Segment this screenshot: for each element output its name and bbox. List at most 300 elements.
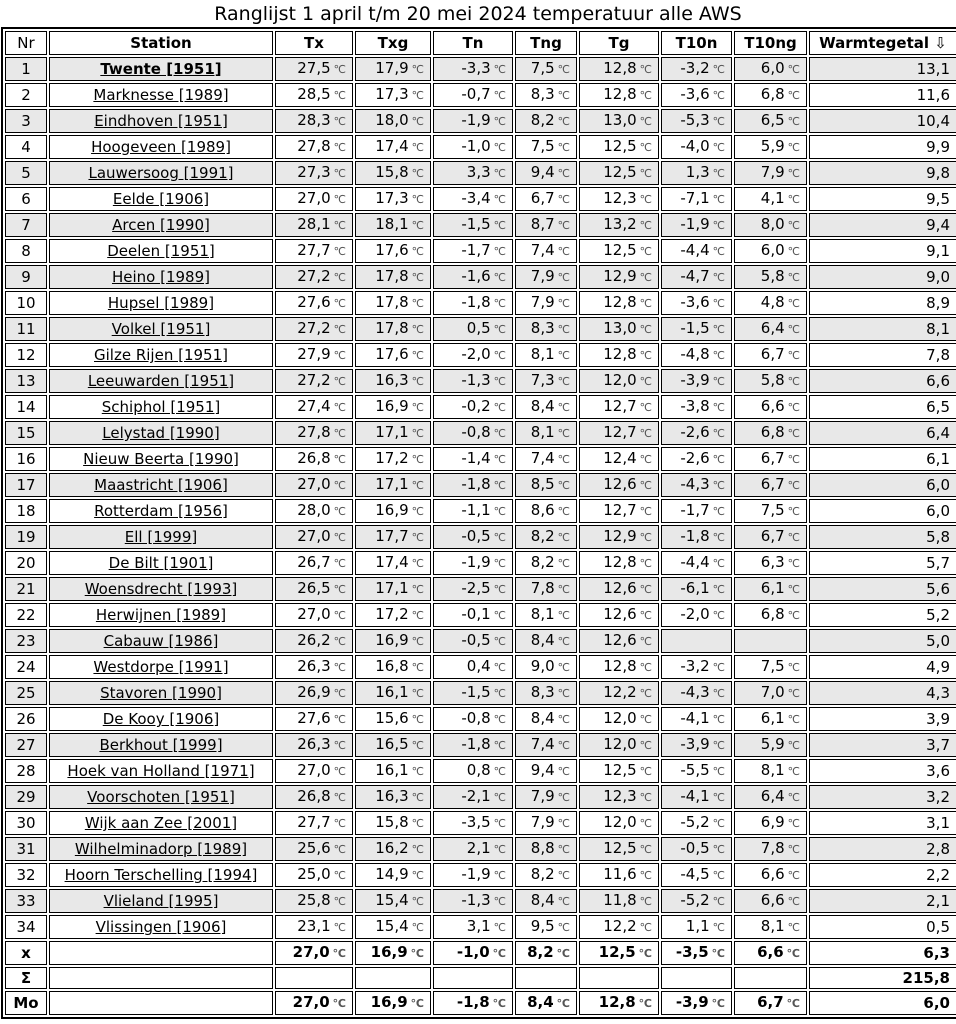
unit-label: ℃ — [557, 427, 570, 440]
unit-label: ℃ — [333, 531, 346, 544]
column-header-tx[interactable]: Tx — [275, 31, 353, 55]
temp-cell-t10n — [661, 785, 732, 809]
unit-label: ℃ — [333, 661, 346, 674]
column-header-t10ng[interactable]: T10ng — [734, 31, 807, 55]
rank-cell: 3 — [5, 109, 47, 133]
rank-cell: 29 — [5, 785, 47, 809]
temp-cell-tg — [579, 187, 659, 211]
temp-cell-tn — [433, 57, 513, 81]
table-row — [5, 811, 956, 835]
temp-value: 8,3 — [530, 319, 555, 337]
station-cell — [49, 863, 273, 887]
unit-label: ℃ — [333, 817, 346, 830]
temp-value: -1,8 — [461, 293, 491, 311]
temp-cell-tng — [515, 837, 577, 861]
temp-cell-t10ng — [734, 447, 807, 471]
temp-value: 6,6 — [760, 397, 785, 415]
temp-cell-tx — [275, 577, 353, 601]
temp-cell-t10n — [661, 395, 732, 419]
column-header-station[interactable]: Station — [49, 31, 273, 55]
warmtegetal-cell: 0,5 — [809, 915, 956, 939]
temp-value: 6,6 — [760, 891, 785, 909]
temp-value: -3,6 — [680, 85, 710, 103]
unit-label: ℃ — [712, 531, 725, 544]
unit-label: ℃ — [639, 791, 652, 804]
temp-value: -0,5 — [461, 527, 491, 545]
unit-label: ℃ — [493, 89, 506, 102]
unit-label: ℃ — [557, 609, 570, 622]
unit-label: ℃ — [787, 843, 800, 856]
unit-label: ℃ — [411, 557, 424, 570]
temp-value: 16,3 — [375, 787, 409, 805]
temp-value: 12,8 — [603, 345, 637, 363]
station-link[interactable]: Hoek van Holland [1971] — [67, 762, 255, 780]
unit-label: ℃ — [411, 219, 424, 232]
temp-cell-txg — [355, 629, 431, 653]
temp-cell-tx — [275, 629, 353, 653]
temp-value: 27,0 — [297, 527, 331, 545]
station-cell — [49, 577, 273, 601]
temp-cell-tg — [579, 265, 659, 289]
temp-value: -4,1 — [680, 709, 710, 727]
column-header-t10n[interactable]: T10n — [661, 31, 732, 55]
unit-label: ℃ — [493, 687, 506, 700]
temp-cell-tn — [433, 473, 513, 497]
temp-cell-tg — [579, 785, 659, 809]
station-link[interactable]: Twente [1951] — [100, 60, 222, 78]
temp-value: -3,4 — [461, 189, 491, 207]
station-cell — [49, 109, 273, 133]
unit-label: ℃ — [639, 323, 652, 336]
station-link[interactable]: De Bilt [1901] — [108, 554, 214, 572]
warmtegetal-cell: 2,8 — [809, 837, 956, 861]
temp-value: 27,0 — [297, 761, 331, 779]
temp-value: 0,5 — [466, 319, 491, 337]
station-cell — [49, 395, 273, 419]
table-row — [5, 733, 956, 757]
temp-value: 16,1 — [375, 683, 409, 701]
temp-cell-tg — [579, 629, 659, 653]
temp-cell-tn — [433, 343, 513, 367]
station-link[interactable]: Gilze Rijen [1951] — [94, 346, 228, 364]
summary-warmtegetal-cell: 6,0 — [809, 991, 956, 1015]
station-link[interactable]: Lelystad [1990] — [102, 424, 220, 442]
unit-label: ℃ — [712, 219, 725, 232]
temp-value: 12,5 — [603, 761, 637, 779]
temp-value: 12,8 — [603, 59, 637, 77]
summary-warmtegetal-cell: 215,8 — [809, 967, 956, 989]
temp-cell-tn — [433, 811, 513, 835]
temp-cell-tn — [433, 135, 513, 159]
unit-label: ℃ — [411, 193, 424, 206]
unit-label: ℃ — [333, 895, 346, 908]
warmtegetal-cell: 9,5 — [809, 187, 956, 211]
temp-value: -1,6 — [461, 267, 491, 285]
unit-label: ℃ — [411, 453, 424, 466]
unit-label: ℃ — [411, 739, 424, 752]
unit-label: ℃ — [557, 635, 570, 648]
temp-cell-txg — [355, 239, 431, 263]
temp-value: 28,5 — [297, 85, 331, 103]
temp-value: 17,2 — [375, 605, 409, 623]
temp-cell-tx — [275, 991, 353, 1015]
temp-cell-tx — [275, 863, 353, 887]
unit-label: ℃ — [712, 115, 725, 128]
temp-value: 15,8 — [375, 813, 409, 831]
temp-value: 8,2 — [530, 553, 555, 571]
unit-label: ℃ — [712, 89, 725, 102]
temp-cell-tng — [515, 499, 577, 523]
temp-value: 25,8 — [297, 891, 331, 909]
warmtegetal-cell: 5,2 — [809, 603, 956, 627]
temp-value: 12,9 — [603, 527, 637, 545]
temp-value: 16,9 — [375, 501, 409, 519]
rank-cell: 7 — [5, 213, 47, 237]
temp-value: 6,8 — [760, 605, 785, 623]
unit-label: ℃ — [410, 947, 424, 960]
temp-value: 2,1 — [466, 839, 491, 857]
station-link[interactable]: Westdorpe [1991] — [93, 658, 229, 676]
temp-value: 26,7 — [297, 553, 331, 571]
temp-cell-tng — [515, 239, 577, 263]
temp-value: 26,8 — [297, 787, 331, 805]
temp-cell-t10n — [661, 551, 732, 575]
unit-label: ℃ — [493, 817, 506, 830]
station-cell — [49, 135, 273, 159]
temp-value: -5,2 — [680, 813, 710, 831]
unit-label: ℃ — [411, 791, 424, 804]
temp-value: -2,6 — [680, 423, 710, 441]
station-link[interactable]: Lauwersoog [1991] — [88, 164, 234, 182]
station-link[interactable]: Nieuw Beerta [1990] — [83, 450, 239, 468]
station-link[interactable]: De Kooy [1906] — [102, 710, 220, 728]
temp-cell-tng — [515, 161, 577, 185]
temp-cell-tx — [275, 109, 353, 133]
unit-label: ℃ — [787, 115, 800, 128]
temp-value: 12,8 — [603, 85, 637, 103]
unit-label: ℃ — [639, 739, 652, 752]
rank-cell: 5 — [5, 161, 47, 185]
unit-label: ℃ — [557, 791, 570, 804]
temp-cell-t10n — [661, 525, 732, 549]
temp-value: -3,8 — [680, 397, 710, 415]
unit-label: ℃ — [493, 193, 506, 206]
temp-value: 15,6 — [375, 709, 409, 727]
unit-label: ℃ — [639, 219, 652, 232]
temp-value: 26,8 — [297, 449, 331, 467]
unit-label: ℃ — [333, 89, 346, 102]
temp-value: 7,9 — [530, 293, 555, 311]
temp-value: -4,3 — [680, 475, 710, 493]
station-link[interactable]: Volkel [1951] — [111, 320, 211, 338]
temp-value: -1,4 — [461, 449, 491, 467]
temp-value: 17,6 — [375, 241, 409, 259]
unit-label: ℃ — [712, 323, 725, 336]
station-link[interactable]: Vlissingen [1906] — [95, 918, 227, 936]
unit-label: ℃ — [712, 713, 725, 726]
station-link[interactable]: Wijk aan Zee [2001] — [84, 814, 238, 832]
temp-cell-t10n — [661, 135, 732, 159]
station-link[interactable]: Deelen [1951] — [107, 242, 215, 260]
temp-cell-t10ng — [734, 395, 807, 419]
unit-label: ℃ — [333, 557, 346, 570]
table-row — [5, 759, 956, 783]
unit-label: ℃ — [639, 245, 652, 258]
station-link[interactable]: Schiphol [1951] — [101, 398, 221, 416]
unit-label: ℃ — [333, 505, 346, 518]
column-header-tg[interactable]: Tg — [579, 31, 659, 55]
unit-label: ℃ — [712, 193, 725, 206]
temp-value: 15,4 — [375, 917, 409, 935]
column-header-tn[interactable]: Tn — [433, 31, 513, 55]
unit-label: ℃ — [639, 505, 652, 518]
temp-value: 17,4 — [375, 137, 409, 155]
unit-label: ℃ — [787, 791, 800, 804]
unit-label: ℃ — [333, 791, 346, 804]
temp-cell-tg — [579, 603, 659, 627]
station-link[interactable]: Wilhelminadorp [1989] — [74, 840, 248, 858]
rank-cell: 18 — [5, 499, 47, 523]
temp-value: 6,6 — [760, 865, 785, 883]
temp-value: 8,2 — [530, 527, 555, 545]
temp-cell-tg — [579, 811, 659, 835]
temp-cell-t10n — [661, 447, 732, 471]
temp-cell-tng — [515, 369, 577, 393]
temp-cell-tx — [275, 213, 353, 237]
unit-label: ℃ — [787, 661, 800, 674]
temp-value: 27,8 — [297, 137, 331, 155]
temp-cell-tng — [515, 967, 577, 989]
temp-cell-tg — [579, 525, 659, 549]
temp-cell-txg — [355, 317, 431, 341]
table-row — [5, 57, 956, 81]
station-link[interactable]: Voorschoten [1951] — [87, 788, 235, 806]
unit-label: ℃ — [639, 609, 652, 622]
temp-cell-tn — [433, 967, 513, 989]
temp-cell-txg — [355, 941, 431, 965]
temp-value: 6,3 — [760, 553, 785, 571]
station-link[interactable]: Heino [1989] — [111, 268, 210, 286]
station-link[interactable]: Hoorn Terschelling [1994] — [64, 866, 258, 884]
temp-cell-tng — [515, 395, 577, 419]
unit-label: ℃ — [787, 557, 800, 570]
temp-value: 6,7 — [760, 449, 785, 467]
station-link[interactable]: Arcen [1990] — [112, 216, 210, 234]
summary-row — [5, 967, 956, 989]
temp-value: 8,1 — [530, 605, 555, 623]
unit-label: ℃ — [787, 505, 800, 518]
station-link[interactable]: Stavoren [1990] — [100, 684, 222, 702]
unit-label: ℃ — [787, 427, 800, 440]
temp-cell-tn — [433, 447, 513, 471]
temp-cell-t10n — [661, 239, 732, 263]
station-link[interactable]: Maastricht [1906] — [94, 476, 228, 494]
station-link[interactable]: Leeuwarden [1951] — [87, 372, 235, 390]
temp-cell-tn — [433, 551, 513, 575]
warmtegetal-cell: 4,3 — [809, 681, 956, 705]
station-link[interactable]: Woensdrecht [1993] — [84, 580, 238, 598]
unit-label: ℃ — [333, 921, 346, 934]
temp-value: 17,2 — [375, 449, 409, 467]
temp-cell-tg — [579, 109, 659, 133]
unit-label: ℃ — [639, 843, 652, 856]
temp-cell-tg — [579, 239, 659, 263]
temp-value: 4,8 — [760, 293, 785, 311]
temp-cell-t10n — [661, 343, 732, 367]
unit-label: ℃ — [712, 167, 725, 180]
temp-value: -3,6 — [680, 293, 710, 311]
station-link[interactable]: Hoogeveen [1989] — [91, 138, 231, 156]
temp-cell-t10ng — [734, 733, 807, 757]
temp-cell-tn — [433, 655, 513, 679]
temp-cell-tg — [579, 317, 659, 341]
unit-label: ℃ — [557, 661, 570, 674]
column-header-txg[interactable]: Txg — [355, 31, 431, 55]
temp-cell-tx — [275, 135, 353, 159]
temp-value: 26,3 — [297, 657, 331, 675]
unit-label: ℃ — [411, 375, 424, 388]
temp-value: 12,7 — [603, 423, 637, 441]
station-link[interactable]: Cabauw [1986] — [103, 632, 219, 650]
temp-value: 8,3 — [530, 683, 555, 701]
temp-cell-tg — [579, 759, 659, 783]
unit-label: ℃ — [411, 297, 424, 310]
temp-value: 17,1 — [375, 423, 409, 441]
temp-value: 27,0 — [297, 475, 331, 493]
rank-cell: 34 — [5, 915, 47, 939]
temp-cell-tng — [515, 733, 577, 757]
temp-value: -0,5 — [461, 631, 491, 649]
temp-value: 17,8 — [375, 319, 409, 337]
temp-value: 16,9 — [370, 993, 408, 1011]
temp-cell-t10n — [661, 317, 732, 341]
temp-cell-t10ng — [734, 785, 807, 809]
unit-label: ℃ — [787, 89, 800, 102]
warmtegetal-cell: 6,4 — [809, 421, 956, 445]
table-row — [5, 577, 956, 601]
temp-value: -1,8 — [680, 527, 710, 545]
station-link[interactable]: Hupsel [1989] — [107, 294, 215, 312]
unit-label: ℃ — [787, 375, 800, 388]
unit-label: ℃ — [639, 817, 652, 830]
station-link[interactable]: Eelde [1906] — [112, 190, 210, 208]
station-link[interactable]: Vlieland [1995] — [103, 892, 219, 910]
temp-value: -6,1 — [680, 579, 710, 597]
temp-cell-tng — [515, 551, 577, 575]
temp-value: -1,3 — [461, 371, 491, 389]
temp-cell-tx — [275, 161, 353, 185]
column-header-warmtegetal[interactable] — [809, 31, 956, 55]
unit-label: ℃ — [557, 349, 570, 362]
temp-value: -4,0 — [680, 137, 710, 155]
table-row — [5, 187, 956, 211]
temp-cell-t10n — [661, 759, 732, 783]
temp-value: 8,1 — [530, 423, 555, 441]
unit-label: ℃ — [638, 947, 652, 960]
temp-cell-txg — [355, 213, 431, 237]
unit-label: ℃ — [712, 505, 725, 518]
unit-label: ℃ — [557, 895, 570, 908]
temp-cell-txg — [355, 863, 431, 887]
temp-value: 16,8 — [375, 657, 409, 675]
temp-cell-tng — [515, 525, 577, 549]
temp-cell-tn — [433, 991, 513, 1015]
temp-cell-tg — [579, 447, 659, 471]
temp-value: 12,7 — [603, 501, 637, 519]
unit-label: ℃ — [712, 245, 725, 258]
temp-cell-tg — [579, 57, 659, 81]
unit-label: ℃ — [787, 63, 800, 76]
temp-cell-t10ng — [734, 759, 807, 783]
warmtegetal-cell: 4,9 — [809, 655, 956, 679]
table-row — [5, 291, 956, 315]
station-link[interactable]: Berkhout [1999] — [99, 736, 223, 754]
temp-value: 17,8 — [375, 293, 409, 311]
column-header-nr: Nr — [5, 31, 47, 55]
temp-cell-txg — [355, 57, 431, 81]
station-link[interactable]: Eindhoven [1951] — [94, 112, 228, 130]
station-link[interactable]: Ell [1999] — [124, 528, 198, 546]
unit-label: ℃ — [333, 583, 346, 596]
warmtegetal-cell: 8,1 — [809, 317, 956, 341]
temp-cell-tx — [275, 473, 353, 497]
unit-label: ℃ — [712, 141, 725, 154]
temp-value: 0,8 — [466, 761, 491, 779]
rank-cell: 30 — [5, 811, 47, 835]
temp-cell-t10n — [661, 187, 732, 211]
temp-cell-t10ng — [734, 837, 807, 861]
temp-cell-tg — [579, 577, 659, 601]
temp-value: -0,2 — [461, 397, 491, 415]
temp-value: -1,9 — [461, 111, 491, 129]
temp-cell-t10n — [661, 473, 732, 497]
rank-cell: 27 — [5, 733, 47, 757]
temp-value: 8,6 — [530, 501, 555, 519]
rank-cell: 16 — [5, 447, 47, 471]
temp-value: 16,1 — [375, 761, 409, 779]
station-link[interactable]: Marknesse [1989] — [93, 86, 229, 104]
temp-cell-tng — [515, 265, 577, 289]
column-header-tng[interactable]: Tng — [515, 31, 577, 55]
station-link[interactable]: Rotterdam [1956] — [94, 502, 228, 520]
temp-cell-txg — [355, 499, 431, 523]
temp-value: 8,7 — [530, 215, 555, 233]
temp-cell-tx — [275, 603, 353, 627]
rank-cell: 1 — [5, 57, 47, 81]
unit-label: ℃ — [639, 375, 652, 388]
unit-label: ℃ — [333, 765, 346, 778]
temp-value: 1,1 — [685, 917, 710, 935]
temp-cell-tx — [275, 343, 353, 367]
temp-cell-tg — [579, 915, 659, 939]
unit-label: ℃ — [411, 479, 424, 492]
unit-label: ℃ — [639, 193, 652, 206]
temp-value: 27,0 — [292, 943, 330, 961]
station-cell — [49, 915, 273, 939]
temp-cell-txg — [355, 707, 431, 731]
temp-value: 12,5 — [603, 163, 637, 181]
unit-label: ℃ — [493, 765, 506, 778]
station-link[interactable]: Herwijnen [1989] — [95, 606, 227, 624]
temp-cell-t10n — [661, 291, 732, 315]
station-cell — [49, 265, 273, 289]
summary-label: Σ — [5, 967, 47, 989]
temp-cell-tn — [433, 317, 513, 341]
unit-label: ℃ — [639, 167, 652, 180]
temp-value: 18,1 — [375, 215, 409, 233]
unit-label: ℃ — [411, 401, 424, 414]
temp-value: 6,4 — [760, 787, 785, 805]
